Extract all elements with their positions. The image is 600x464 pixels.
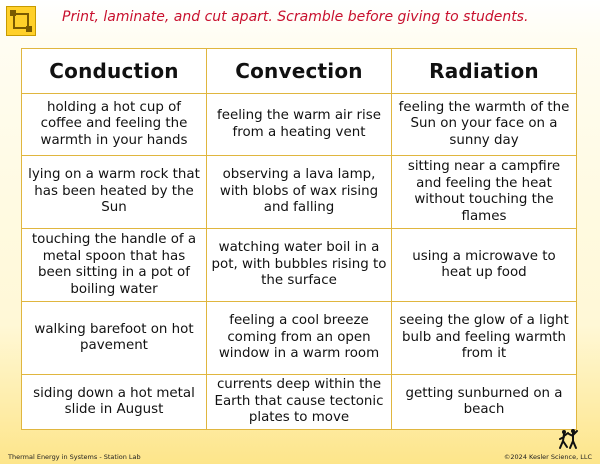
corner-logo-dot bbox=[26, 26, 32, 32]
heat-transfer-table bbox=[21, 48, 577, 430]
card-convection: feeling a cool breeze coming from an open window in a warm room bbox=[207, 302, 392, 375]
card-conduction: holding a hot cup of coffee and feeling the warmth in your hands bbox=[22, 94, 207, 156]
card-conduction: touching the handle of a metal spoon that has been sitting in a pot of boiling water bbox=[22, 229, 207, 302]
card-convection: observing a lava lamp, with blobs of wax rising and falling bbox=[207, 156, 392, 229]
header-convection: Convection bbox=[207, 49, 392, 94]
card-radiation: sitting near a campfire and feeling the heat without touching the flames bbox=[392, 156, 577, 229]
card-radiation: using a microwave to heat up food bbox=[392, 229, 577, 302]
card-radiation: getting sunburned on a beach bbox=[392, 375, 577, 430]
footer-copyright: ©2024 Kesler Science, LLC bbox=[503, 453, 592, 461]
card-conduction: lying on a warm rock that has been heated by the Sun bbox=[22, 156, 207, 229]
card-radiation: feeling the warmth of the Sun on your face on a sunny day bbox=[392, 94, 577, 156]
card-conduction: walking barefoot on hot pavement bbox=[22, 302, 207, 375]
corner-logo-icon bbox=[6, 6, 36, 36]
card-conduction: siding down a hot metal slide in August bbox=[22, 375, 207, 430]
card-convection: feeling the warm air rise from a heating vent bbox=[207, 94, 392, 156]
table-row bbox=[22, 94, 577, 156]
kesler-science-logo-icon bbox=[558, 428, 580, 450]
card-convection: watching water boil in a pot, with bubbles rising to the surface bbox=[207, 229, 392, 302]
card-radiation: seeing the glow of a light bulb and feeling warmth from it bbox=[392, 302, 577, 375]
header-conduction: Conduction bbox=[22, 49, 207, 94]
table-row bbox=[22, 229, 577, 302]
table-row bbox=[22, 375, 577, 430]
instructions-text: Print, laminate, and cut apart. Scramble before giving to students. bbox=[62, 9, 529, 25]
header-radiation: Radiation bbox=[392, 49, 577, 94]
footer-course-title: Thermal Energy in Systems - Station Lab bbox=[8, 453, 141, 461]
table-row bbox=[22, 302, 577, 375]
corner-logo-dot bbox=[10, 10, 16, 16]
table-row bbox=[22, 156, 577, 229]
card-convection: currents deep within the Earth that cause tectonic plates to move bbox=[207, 375, 392, 430]
header-row bbox=[22, 49, 577, 94]
